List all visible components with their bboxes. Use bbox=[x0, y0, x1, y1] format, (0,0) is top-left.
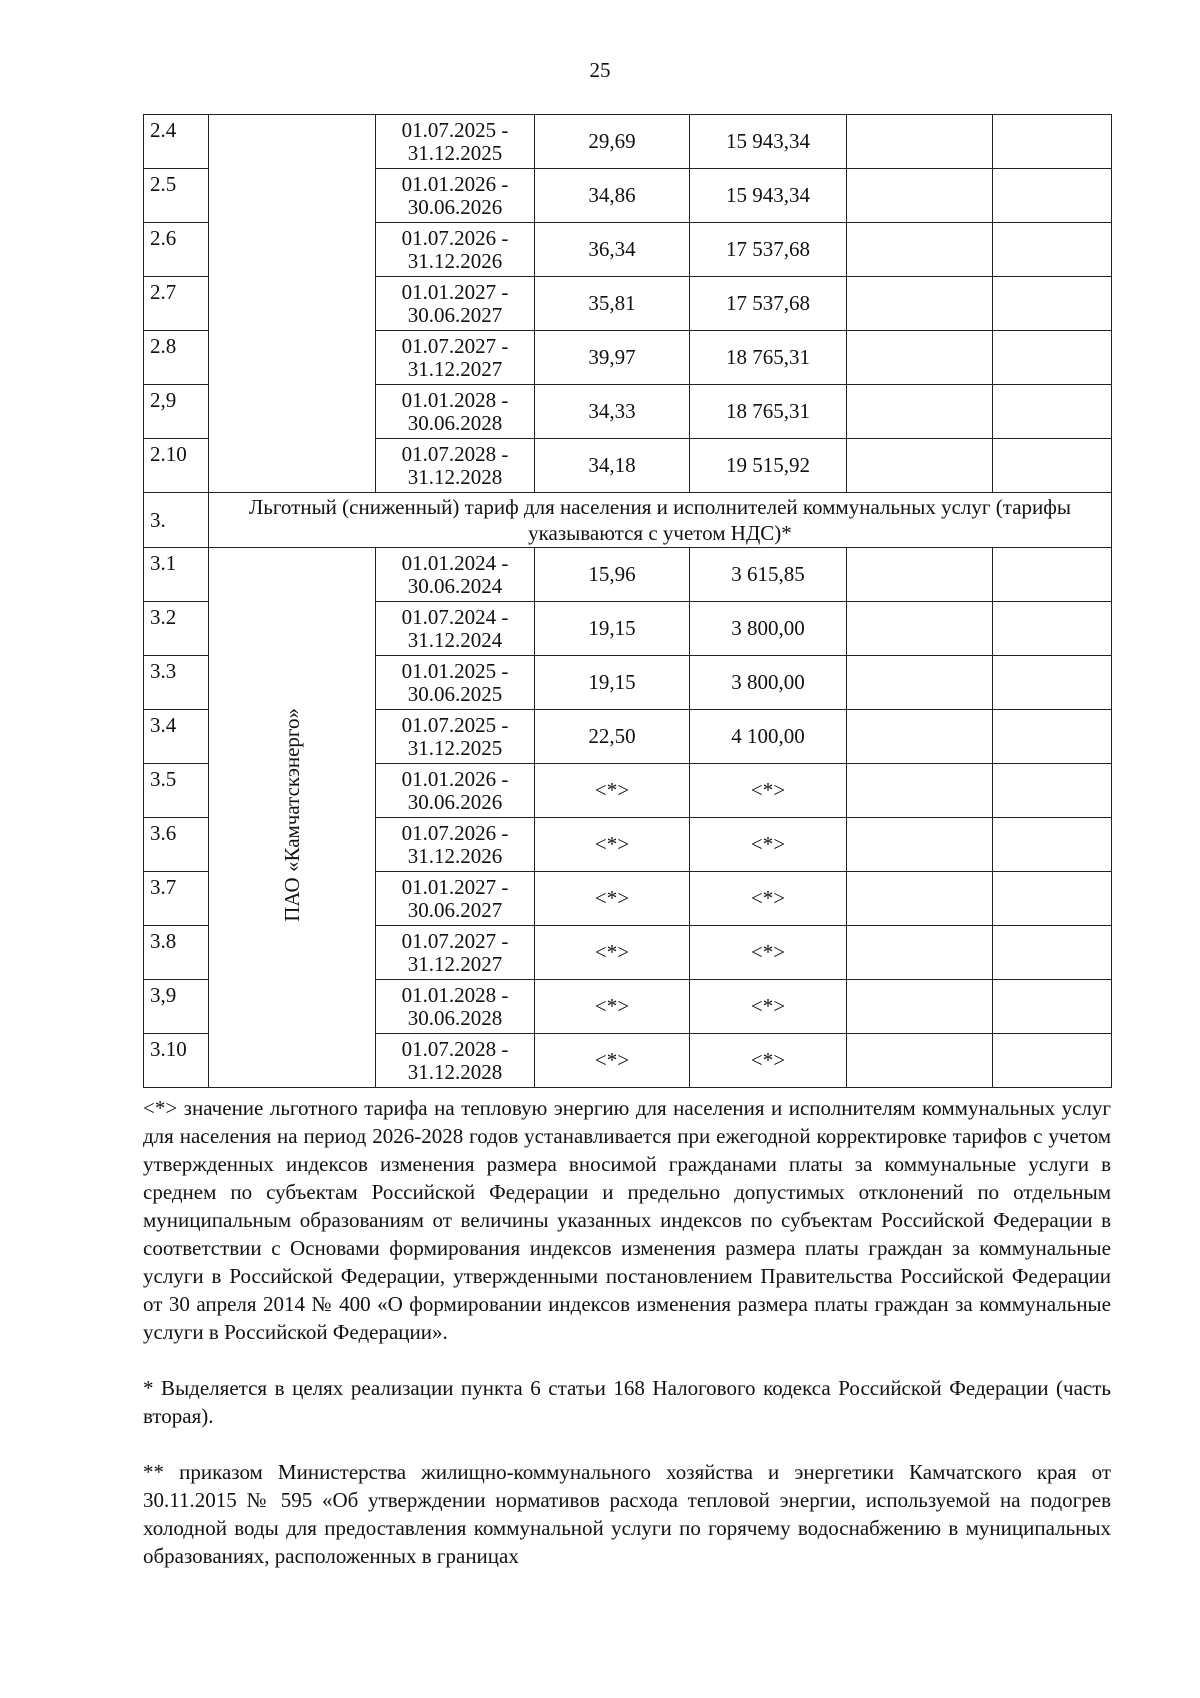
tariff-value-1: <*> bbox=[535, 764, 690, 818]
period-from: 01.07.2026 - bbox=[401, 820, 509, 845]
period-from: 01.01.2028 - bbox=[401, 387, 509, 412]
empty-cell bbox=[993, 656, 1112, 710]
row-number: 3.3 bbox=[144, 656, 209, 710]
tariff-value-1: <*> bbox=[535, 926, 690, 980]
empty-cell bbox=[993, 439, 1112, 493]
row-number: 3.1 bbox=[144, 548, 209, 602]
period-from: 01.01.2026 - bbox=[401, 766, 509, 791]
empty-cell bbox=[993, 277, 1112, 331]
period-to: 31.12.2027 bbox=[407, 951, 503, 976]
period-cell bbox=[376, 277, 535, 331]
row-number: 3.2 bbox=[144, 602, 209, 656]
tariff-value-2: <*> bbox=[690, 926, 847, 980]
period-from: 01.07.2027 - bbox=[401, 928, 509, 953]
period-from: 01.07.2028 - bbox=[401, 1036, 509, 1061]
period-from: 01.07.2026 - bbox=[401, 225, 509, 250]
empty-cell bbox=[847, 764, 993, 818]
empty-cell bbox=[993, 926, 1112, 980]
section-number: 3. bbox=[144, 493, 209, 548]
period-to: 31.12.2024 bbox=[407, 627, 503, 652]
period-to: 30.06.2024 bbox=[407, 573, 503, 598]
row-number: 2.10 bbox=[144, 439, 209, 493]
empty-cell bbox=[847, 602, 993, 656]
period-to: 31.12.2028 bbox=[407, 464, 503, 489]
tariff-value-2: 17 537,68 bbox=[690, 277, 847, 331]
tariff-value-2: 18 765,31 bbox=[690, 331, 847, 385]
tariff-value-1: 29,69 bbox=[535, 115, 690, 169]
empty-cell bbox=[993, 223, 1112, 277]
empty-cell bbox=[993, 331, 1112, 385]
empty-cell bbox=[993, 1034, 1112, 1088]
period-from: 01.01.2028 - bbox=[401, 982, 509, 1007]
period-from: 01.07.2024 - bbox=[401, 604, 509, 629]
tariff-value-2: 3 800,00 bbox=[690, 602, 847, 656]
tariff-value-2: <*> bbox=[690, 1034, 847, 1088]
period-from: 01.07.2028 - bbox=[401, 441, 509, 466]
period-to: 31.12.2026 bbox=[407, 843, 503, 868]
period-cell bbox=[376, 223, 535, 277]
empty-cell bbox=[847, 169, 993, 223]
period-to: 30.06.2025 bbox=[407, 681, 503, 706]
footnote-order bbox=[143, 1458, 1111, 1570]
tariff-value-1: <*> bbox=[535, 980, 690, 1034]
empty-cell bbox=[993, 548, 1112, 602]
period-to: 31.12.2026 bbox=[407, 248, 503, 273]
period-cell bbox=[376, 439, 535, 493]
period-cell bbox=[376, 710, 535, 764]
row-number: 3.5 bbox=[144, 764, 209, 818]
row-number: 2.7 bbox=[144, 277, 209, 331]
empty-cell bbox=[847, 980, 993, 1034]
period-from: 01.01.2025 - bbox=[401, 658, 509, 683]
period-from: 01.01.2026 - bbox=[401, 171, 509, 196]
empty-cell bbox=[847, 872, 993, 926]
tariff-value-1: 19,15 bbox=[535, 602, 690, 656]
row-number: 2.8 bbox=[144, 331, 209, 385]
tariff-table bbox=[143, 114, 1112, 1088]
empty-cell bbox=[847, 385, 993, 439]
section-title: Льготный (сниженный) тариф для населения и исполнителей коммунальных услуг (тарифы указываются с учетом НДС)* bbox=[209, 493, 1112, 548]
tariff-value-1: 39,97 bbox=[535, 331, 690, 385]
period-cell bbox=[376, 656, 535, 710]
empty-cell bbox=[847, 1034, 993, 1088]
period-to: 30.06.2027 bbox=[407, 897, 503, 922]
row-number: 2.6 bbox=[144, 223, 209, 277]
row-number: 3.10 bbox=[144, 1034, 209, 1088]
empty-cell bbox=[993, 115, 1112, 169]
period-cell bbox=[376, 872, 535, 926]
period-cell bbox=[376, 1034, 535, 1088]
tariff-value-2: 15 943,34 bbox=[690, 169, 847, 223]
period-from: 01.01.2027 - bbox=[401, 279, 509, 304]
period-cell bbox=[376, 169, 535, 223]
period-to: 30.06.2028 bbox=[407, 410, 503, 435]
empty-cell bbox=[847, 439, 993, 493]
row-number: 2.4 bbox=[144, 115, 209, 169]
row-number: 3.7 bbox=[144, 872, 209, 926]
row-number: 3,9 bbox=[144, 980, 209, 1034]
tariff-value-2: <*> bbox=[690, 872, 847, 926]
empty-cell bbox=[993, 169, 1112, 223]
tariff-value-2: 3 615,85 bbox=[690, 548, 847, 602]
empty-cell bbox=[847, 548, 993, 602]
period-cell bbox=[376, 764, 535, 818]
row-number: 3.4 bbox=[144, 710, 209, 764]
tariff-value-2: 18 765,31 bbox=[690, 385, 847, 439]
period-cell bbox=[376, 602, 535, 656]
empty-cell bbox=[847, 223, 993, 277]
empty-cell bbox=[993, 980, 1112, 1034]
row-number: 3.6 bbox=[144, 818, 209, 872]
empty-cell bbox=[847, 277, 993, 331]
empty-cell bbox=[847, 710, 993, 764]
tariff-value-1: 34,33 bbox=[535, 385, 690, 439]
footnote-text: <*> значение льготного тарифа на тепловую энергию для населения и исполнителям коммунальных услуг для населения на период 2026-2028 годов устанавливается при ежегодной корректировке тарифов с учетом утвержденных индексов изменения размера вносимой гражданами платы за коммунальные услуги в среднем по субъектам Российской Федерации и предельно допустимых отклонений по отдельным муниципальным образованиям от величины указанных индексов по субъектам Российской Федерации в соответствии с Основами формирования индексов изменения размера платы граждан за коммунальные услуги в Российской Федерации, утвержденными постановлением Правительства Российской Федерации от 30 апреля 2014 № 400 «О формировании индексов изменения размера платы граждан за коммунальные услуги в Российской Федерации». bbox=[143, 1096, 1111, 1344]
org-name: ПАО «Камчатскэнерго» bbox=[279, 708, 304, 922]
period-from: 01.07.2027 - bbox=[401, 333, 509, 358]
period-cell bbox=[376, 548, 535, 602]
org-cell bbox=[209, 115, 376, 493]
empty-cell bbox=[847, 656, 993, 710]
empty-cell bbox=[993, 710, 1112, 764]
period-from: 01.01.2027 - bbox=[401, 874, 509, 899]
footnote-text: ** приказом Министерства жилищно-коммунального хозяйства и энергетики Камчатского края от 30.11.2015 № 595 «Об утверждении нормативов расхода тепловой энергии, используемой на подогрев холодной воды для предоставления коммунальной услуги по горячему водоснабжению в муниципальных образованиях, расположенных в границах bbox=[143, 1460, 1111, 1568]
empty-cell bbox=[847, 926, 993, 980]
period-to: 31.12.2028 bbox=[407, 1059, 503, 1084]
tariff-value-1: 34,18 bbox=[535, 439, 690, 493]
period-from: 01.07.2025 - bbox=[401, 117, 509, 142]
empty-cell bbox=[847, 331, 993, 385]
period-to: 30.06.2026 bbox=[407, 194, 503, 219]
period-cell bbox=[376, 980, 535, 1034]
period-to: 30.06.2026 bbox=[407, 789, 503, 814]
page-content bbox=[143, 114, 1111, 1570]
tariff-value-1: <*> bbox=[535, 872, 690, 926]
period-cell bbox=[376, 385, 535, 439]
period-cell bbox=[376, 115, 535, 169]
tariff-value-2: 17 537,68 bbox=[690, 223, 847, 277]
tariff-value-2: <*> bbox=[690, 818, 847, 872]
tariff-value-1: <*> bbox=[535, 1034, 690, 1088]
tariff-value-1: 22,50 bbox=[535, 710, 690, 764]
page-number: 25 bbox=[589, 58, 611, 82]
table-row bbox=[144, 115, 1112, 169]
period-to: 30.06.2028 bbox=[407, 1005, 503, 1030]
tariff-value-1: 19,15 bbox=[535, 656, 690, 710]
period-to: 31.12.2025 bbox=[407, 140, 503, 165]
empty-cell bbox=[847, 115, 993, 169]
row-number: 3.8 bbox=[144, 926, 209, 980]
footnote-tariff-note bbox=[143, 1094, 1111, 1346]
footnote-vat bbox=[143, 1374, 1111, 1430]
period-to: 31.12.2025 bbox=[407, 735, 503, 760]
tariff-value-2: 15 943,34 bbox=[690, 115, 847, 169]
empty-cell bbox=[993, 385, 1112, 439]
empty-cell bbox=[847, 818, 993, 872]
period-to: 31.12.2027 bbox=[407, 356, 503, 381]
footnote-text: * Выделяется в целях реализации пункта 6 статьи 168 Налогового кодекса Российской Федерации (часть вторая). bbox=[143, 1376, 1111, 1428]
tariff-value-1: 35,81 bbox=[535, 277, 690, 331]
tariff-value-2: <*> bbox=[690, 980, 847, 1034]
tariff-value-2: 3 800,00 bbox=[690, 656, 847, 710]
org-cell bbox=[209, 548, 376, 1088]
tariff-value-2: 4 100,00 bbox=[690, 710, 847, 764]
tariff-value-1: 36,34 bbox=[535, 223, 690, 277]
empty-cell bbox=[993, 872, 1112, 926]
period-cell bbox=[376, 818, 535, 872]
section-header-row bbox=[144, 493, 1112, 548]
period-from: 01.01.2024 - bbox=[401, 550, 509, 575]
empty-cell bbox=[993, 602, 1112, 656]
empty-cell bbox=[993, 764, 1112, 818]
empty-cell bbox=[993, 818, 1112, 872]
tariff-value-1: <*> bbox=[535, 818, 690, 872]
table-row bbox=[144, 548, 1112, 602]
row-number: 2.5 bbox=[144, 169, 209, 223]
tariff-value-1: 34,86 bbox=[535, 169, 690, 223]
period-cell bbox=[376, 331, 535, 385]
period-to: 30.06.2027 bbox=[407, 302, 503, 327]
row-number: 2,9 bbox=[144, 385, 209, 439]
period-from: 01.07.2025 - bbox=[401, 712, 509, 737]
tariff-value-2: <*> bbox=[690, 764, 847, 818]
tariff-value-1: 15,96 bbox=[535, 548, 690, 602]
tariff-value-2: 19 515,92 bbox=[690, 439, 847, 493]
period-cell bbox=[376, 926, 535, 980]
